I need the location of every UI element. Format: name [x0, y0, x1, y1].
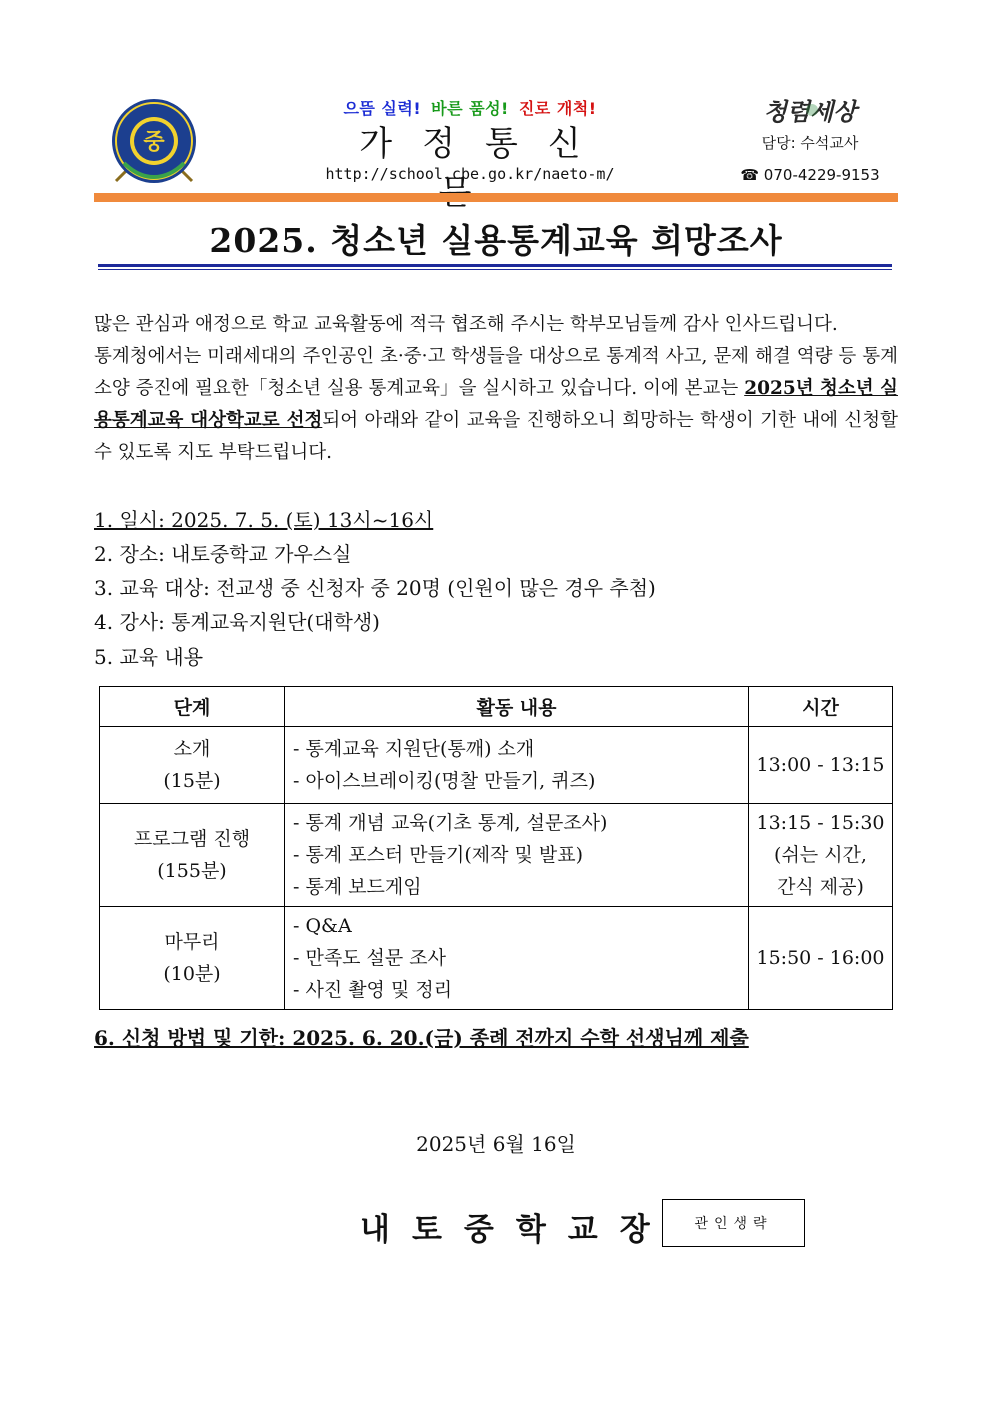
item-instructor: 4. 강사: 통계교육지원단(대학생) [94, 610, 380, 634]
activity-line: - 통계 보드게임 [293, 876, 422, 898]
principal-signature: 내토중학교장 [360, 1212, 672, 1248]
stage-duration: (10분) [163, 963, 221, 985]
activity-line: - 사진 촬영 및 정리 [293, 979, 453, 1001]
issue-date: 2025년 6월 16일 [416, 1132, 576, 1156]
time-range: 13:15 - 15:30 [756, 812, 885, 834]
stage-name: 프로그램 진행 [133, 828, 251, 850]
time-cell [749, 907, 893, 1010]
title-underline-thin [98, 269, 892, 270]
intro-body [94, 341, 898, 469]
header-stage: 단계 [100, 687, 285, 727]
stage-duration: (15분) [163, 770, 221, 792]
stage-cell [100, 727, 285, 804]
title-underline [98, 264, 892, 267]
school-logo [108, 97, 200, 189]
time-cell [749, 804, 893, 907]
document-type-title: 가정통신 [359, 124, 611, 164]
stage-name: 마무리 [164, 931, 220, 953]
stage-name: 소개 [173, 738, 211, 760]
intro-body-highlight: 2025년 청소년 실용통계교육 대상학교로 선정 [94, 378, 898, 431]
item-datetime: 1. 일시: 2025. 7. 5. (토) 13시~16시 [94, 508, 434, 532]
intro-greeting: 많은 관심과 애정으로 학교 교육활동에 적극 협조해 주시는 학부모님들께 감사 인사드립니다. [94, 314, 838, 335]
stage-cell [100, 804, 285, 907]
activity-line: - 통계 포스터 만들기(제작 및 발표) [293, 844, 584, 866]
activity-line: - 만족도 설문 조사 [293, 947, 447, 969]
activity-line: - 아이스브레이킹(명찰 만들기, 퀴즈) [293, 770, 596, 792]
motto-3: 진로 개척! [518, 99, 597, 118]
activity-cell [285, 727, 749, 804]
header-divider [94, 193, 898, 202]
time-cell [749, 727, 893, 804]
activity-cell [285, 804, 749, 907]
table-row [100, 727, 893, 804]
table-row [100, 804, 893, 907]
activity-line: - Q&A [293, 915, 352, 937]
brand-text: 청렴세상 [763, 98, 857, 126]
item-place: 2. 장소: 내토중학교 가우스실 [94, 542, 352, 566]
time-note: 간식 제공) [777, 876, 864, 898]
time-range: 13:00 - 13:15 [756, 754, 885, 776]
item-content: 5. 교육 내용 [94, 645, 204, 669]
schedule-table [99, 686, 893, 1010]
integrity-brand-logo [740, 94, 880, 128]
intro-body-end: 되어 아래와 같이 교육을 진행하오니 희망하는 학생이 기한 내에 신청할 수 있도록 지도 부탁드립니다. [94, 410, 899, 463]
notice-title: 2025. 청소년 실용통계교육 희망조사 [209, 221, 783, 260]
activity-line: - 통계교육 지원단(통깨) 소개 [293, 738, 535, 760]
item-target: 3. 교육 대상: 전교생 중 신청자 중 20명 (인원이 많은 경우 추첨) [94, 576, 656, 600]
time-range: 15:50 - 16:00 [756, 947, 885, 969]
motto-1: 으뜸 실력! [343, 99, 422, 118]
logo-center-text: 중 [143, 130, 165, 155]
intro-text [94, 309, 898, 469]
table-header-row [100, 687, 893, 727]
contact-person: 담당: 수석교사 [761, 134, 859, 152]
activity-cell [285, 907, 749, 1010]
header-activity: 활동 내용 [285, 687, 749, 727]
school-url: http://school.cbe.go.kr/naeto-m/ [325, 165, 615, 183]
activity-line: - 통계 개념 교육(기초 통계, 설문조사) [293, 812, 608, 834]
motto-2: 바른 품성! [431, 99, 509, 118]
item-application: 6. 신청 방법 및 기한: 2025. 6. 20.(금) 종례 전까지 수학 선생님께 제출 [94, 1026, 749, 1050]
phone-number: ☎ 070-4229-9153 [740, 166, 880, 184]
official-seal-omitted: 관인생략 [662, 1199, 805, 1247]
table-row [100, 907, 893, 1010]
stage-duration: (155분) [157, 860, 227, 882]
stage-cell [100, 907, 285, 1010]
intro-body-start: 통계청에서는 미래세대의 주인공인 초·중·고 학생들을 대상으로 통계적 사고, 문제 해결 역량 등 통계 소양 증진에 필요한「청소년 실용 통계교육」을 실시하고 있습니다. 이에 본교는 [94, 346, 898, 399]
time-note: (쉬는 시간, [774, 844, 867, 866]
header-time: 시간 [749, 687, 893, 727]
